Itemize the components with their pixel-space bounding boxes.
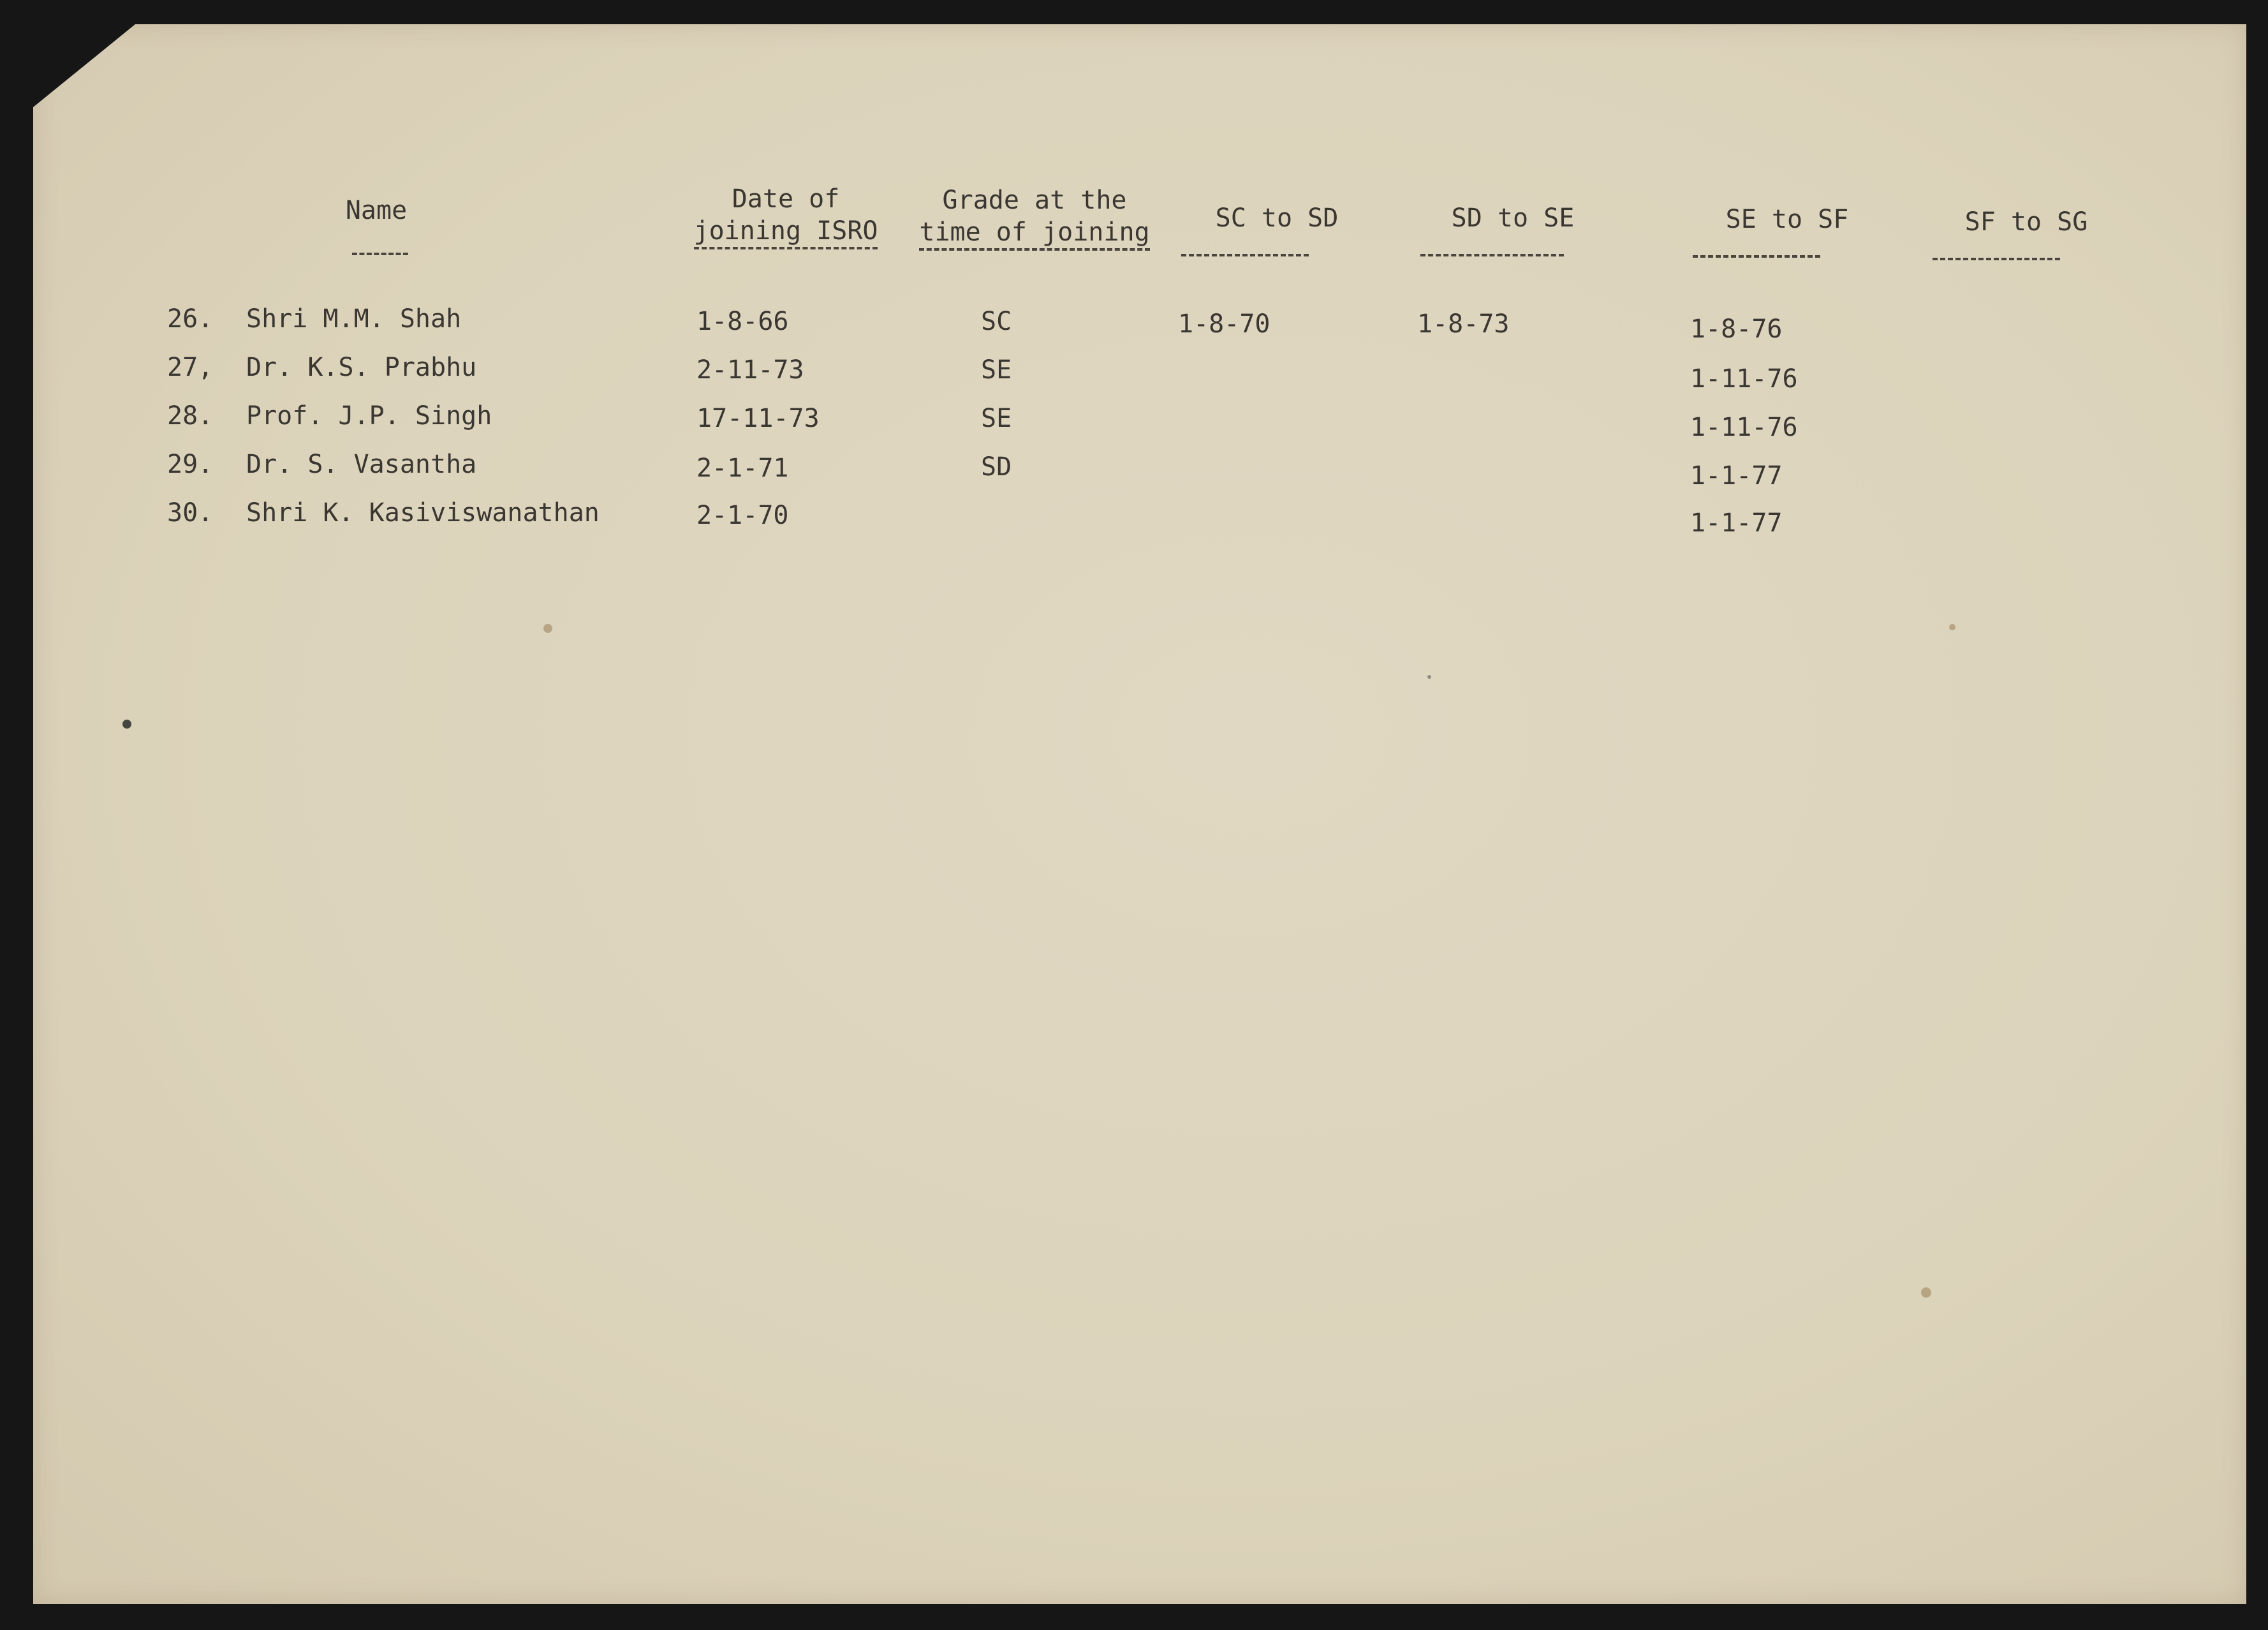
row-sc-sd: 1-8-70: [1178, 309, 1270, 339]
row-name: Dr. S. Vasantha: [246, 450, 477, 479]
stain-speck: [543, 624, 552, 633]
stain-speck: [1949, 624, 1955, 630]
ink-speck: [1427, 675, 1431, 679]
row-number: 30.: [167, 498, 214, 528]
row-number: 29.: [167, 450, 214, 479]
header-grade-line1: Grade at the: [942, 186, 1127, 215]
header-sf-sg: SF to SG: [1964, 207, 2088, 237]
row-doj: 1-8-66: [696, 307, 789, 336]
row-se-sf: 1-8-76: [1690, 315, 1783, 344]
header-se-sf: SE to SF: [1725, 205, 1849, 234]
header-grade-line2-text: time of joining: [919, 218, 1149, 251]
document-page: [33, 24, 2246, 1604]
stain-speck: [1921, 1287, 1931, 1298]
ink-speck: [122, 720, 131, 729]
row-name: Shri M.M. Shah: [246, 304, 462, 334]
header-doj-line2: [645, 216, 926, 246]
row-grade: SC: [981, 307, 1012, 336]
header-sd-se: SD to SE: [1451, 204, 1575, 233]
row-doj: 2-11-73: [696, 355, 804, 385]
header-se-sf-underline: [1693, 255, 1820, 258]
row-number: 28.: [167, 401, 214, 431]
row-sd-se: 1-8-73: [1417, 309, 1510, 339]
header-name-underline: [352, 253, 408, 255]
row-number: 26.: [167, 304, 214, 334]
header-sc-sd-underline: [1181, 254, 1309, 256]
header-name: Name: [345, 196, 408, 225]
header-sd-se-underline: [1420, 254, 1564, 256]
row-name: Dr. K.S. Prabhu: [246, 353, 477, 382]
row-doj: 2-1-71: [696, 454, 789, 483]
row-doj: 2-1-70: [696, 501, 789, 530]
row-se-sf: 1-1-77: [1690, 508, 1783, 538]
row-grade: SE: [981, 355, 1012, 385]
row-se-sf: 1-11-76: [1690, 364, 1798, 394]
header-doj-line2-text: joining ISRO: [694, 216, 878, 249]
row-name: Shri K. Kasiviswanathan: [246, 498, 600, 528]
row-grade: SD: [981, 452, 1012, 482]
row-se-sf: 1-1-77: [1690, 461, 1783, 491]
torn-corner: [33, 24, 135, 107]
header-sf-sg-underline: [1933, 258, 2060, 260]
header-sc-sd: SC to SD: [1215, 204, 1339, 233]
row-se-sf: 1-11-76: [1690, 413, 1798, 442]
row-number: 27,: [167, 353, 214, 382]
header-doj-line1: Date of: [732, 184, 840, 214]
row-name: Prof. J.P. Singh: [246, 401, 492, 431]
header-grade-line2: [894, 217, 1175, 248]
row-grade: SE: [981, 404, 1012, 433]
row-doj: 17-11-73: [696, 404, 820, 433]
